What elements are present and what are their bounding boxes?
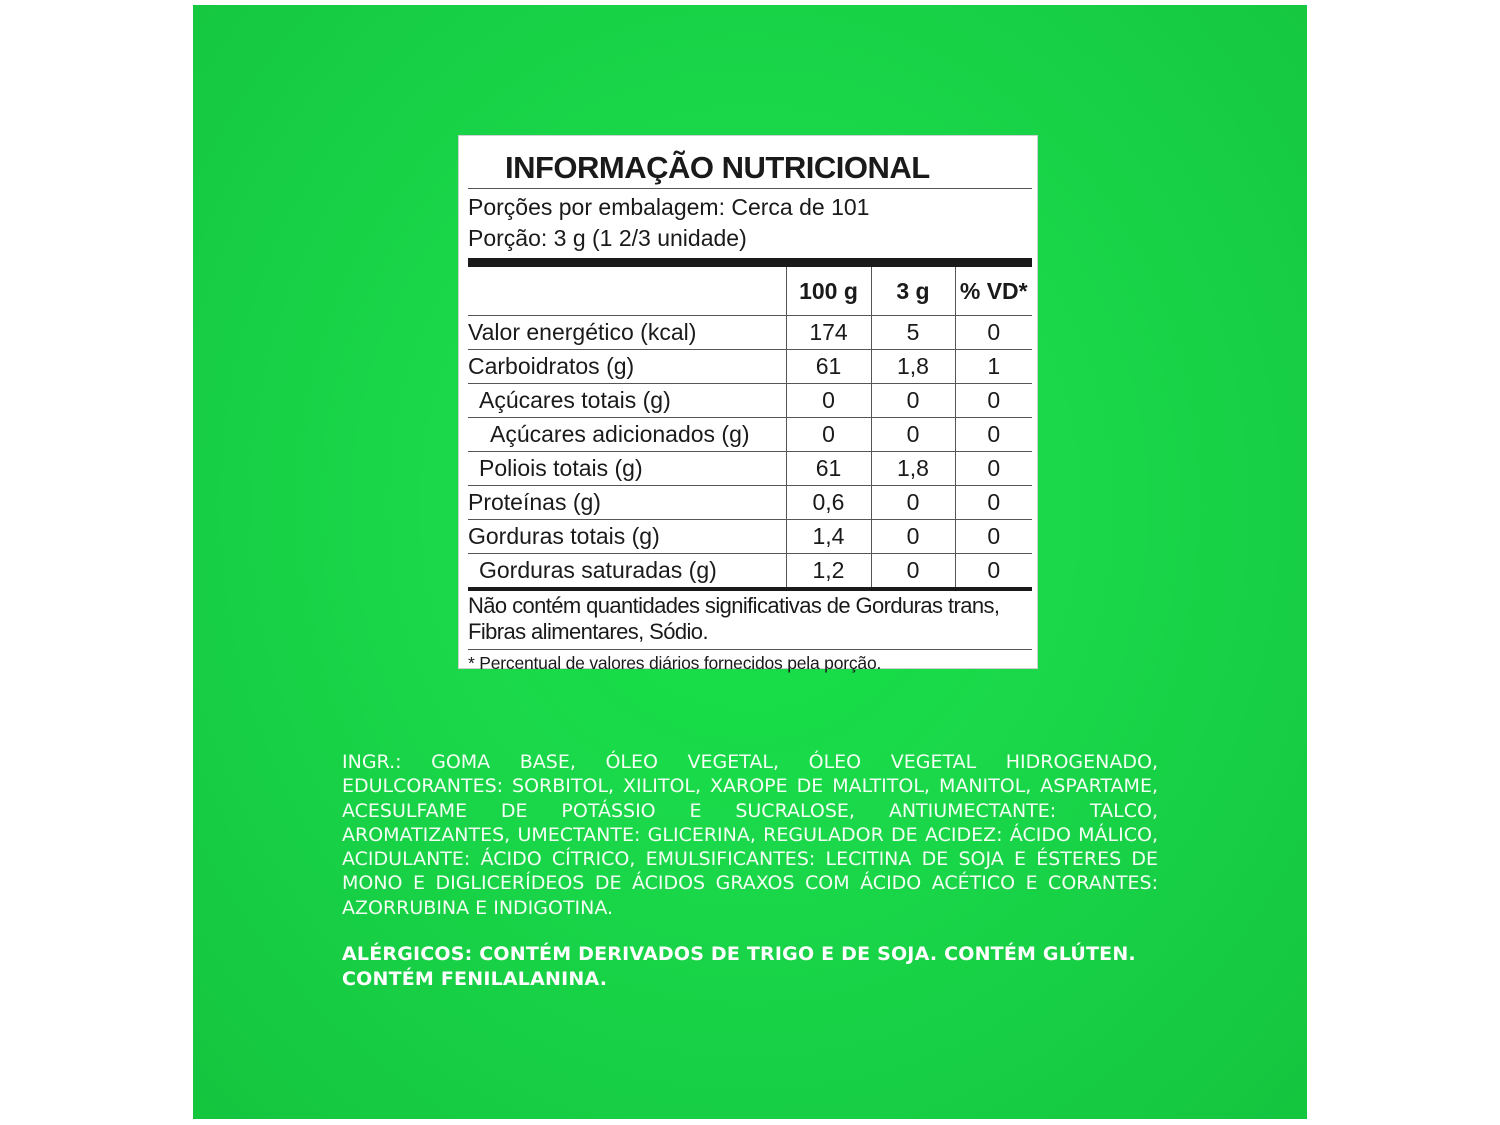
row-value-vd: 0	[955, 316, 1032, 350]
nutrition-label-content	[468, 148, 1032, 676]
row-value-3g: 0	[871, 520, 955, 554]
column-header-vd: % VD*	[955, 267, 1032, 316]
row-label: Poliois totais (g)	[468, 452, 786, 486]
row-value-vd: 0	[955, 520, 1032, 554]
table-row	[468, 418, 1032, 452]
row-value-3g: 0	[871, 554, 955, 590]
row-value-100g: 0,6	[786, 486, 871, 520]
row-value-vd: 0	[955, 486, 1032, 520]
row-label: Gorduras totais (g)	[468, 520, 786, 554]
row-value-100g: 61	[786, 452, 871, 486]
row-value-100g: 0	[786, 384, 871, 418]
serving-size: Porção: 3 g (1 2/3 unidade)	[468, 225, 747, 251]
ingredients-text: INGR.: GOMA BASE, ÓLEO VEGETAL, ÓLEO VEGETAL HIDROGENADO, EDULCORANTES: SORBITOL, XILITOL, XAROPE DE MALTITOL, MANITOL, ASPARTAME, ACESULFAME DE POTÁSSIO E SUCRALOSE, ANTIUMECTANTE: TALCO, AROMATIZANTES, UMECTANTE: GLICERINA, REGULADOR DE ACIDEZ: ÁCIDO MÁLICO, ACIDULANTE: ÁCIDO CÍTRICO, EMULSIFICANTES: LECITINA DE SOJA E ÉSTERES DE MONO E DIGLICERÍDEOS DE ÁCIDOS GRAXOS COM ÁCIDO ACÉTICO E CORANTES: AZORRUBINA E INDIGOTINA.	[342, 751, 1158, 919]
servings-per-package: Porções por embalagem: Cerca de 101	[468, 194, 870, 220]
row-value-100g: 61	[786, 350, 871, 384]
table-row	[468, 350, 1032, 384]
green-panel	[193, 5, 1307, 1119]
table-row	[468, 384, 1032, 418]
column-header-blank	[468, 267, 786, 316]
nutrition-table	[468, 267, 1032, 591]
nutrition-footnote: * Percentual de valores diários fornecidos pela porção.	[468, 653, 882, 673]
thick-divider	[468, 258, 1032, 267]
row-value-100g: 1,2	[786, 554, 871, 590]
column-header-3g: 3 g	[871, 267, 955, 316]
row-value-100g: 174	[786, 316, 871, 350]
row-value-3g: 1,8	[871, 452, 955, 486]
table-row	[468, 316, 1032, 350]
row-value-3g: 0	[871, 418, 955, 452]
row-label: Açúcares adicionados (g)	[468, 418, 786, 452]
row-value-vd: 0	[955, 554, 1032, 590]
table-header-row	[468, 267, 1032, 316]
row-value-vd: 0	[955, 452, 1032, 486]
row-value-3g: 1,8	[871, 350, 955, 384]
row-label: Valor energético (kcal)	[468, 316, 786, 350]
allergens-text: ALÉRGICOS: CONTÉM DERIVADOS DE TRIGO E DE SOJA. CONTÉM GLÚTEN. CONTÉM FENILALANINA.	[342, 943, 1136, 990]
row-label: Açúcares totais (g)	[468, 384, 786, 418]
column-header-100g: 100 g	[786, 267, 871, 316]
table-row	[468, 520, 1032, 554]
row-label: Carboidratos (g)	[468, 350, 786, 384]
nutrition-label	[458, 135, 1038, 673]
row-label: Gorduras saturadas (g)	[468, 554, 786, 590]
nutrition-note: Não contém quantidades significativas de Gorduras trans, Fibras alimentares, Sódio.	[468, 591, 1032, 650]
row-value-100g: 1,4	[786, 520, 871, 554]
row-value-vd: 1	[955, 350, 1032, 384]
row-value-100g: 0	[786, 418, 871, 452]
row-value-3g: 0	[871, 486, 955, 520]
table-row	[468, 554, 1032, 590]
row-value-vd: 0	[955, 384, 1032, 418]
row-label: Proteínas (g)	[468, 486, 786, 520]
nutrition-title: INFORMAÇÃO NUTRICIONAL	[468, 148, 1032, 189]
row-value-3g: 5	[871, 316, 955, 350]
row-value-vd: 0	[955, 418, 1032, 452]
table-row	[468, 486, 1032, 520]
table-row	[468, 452, 1032, 486]
row-value-3g: 0	[871, 384, 955, 418]
serving-info	[468, 189, 1032, 258]
